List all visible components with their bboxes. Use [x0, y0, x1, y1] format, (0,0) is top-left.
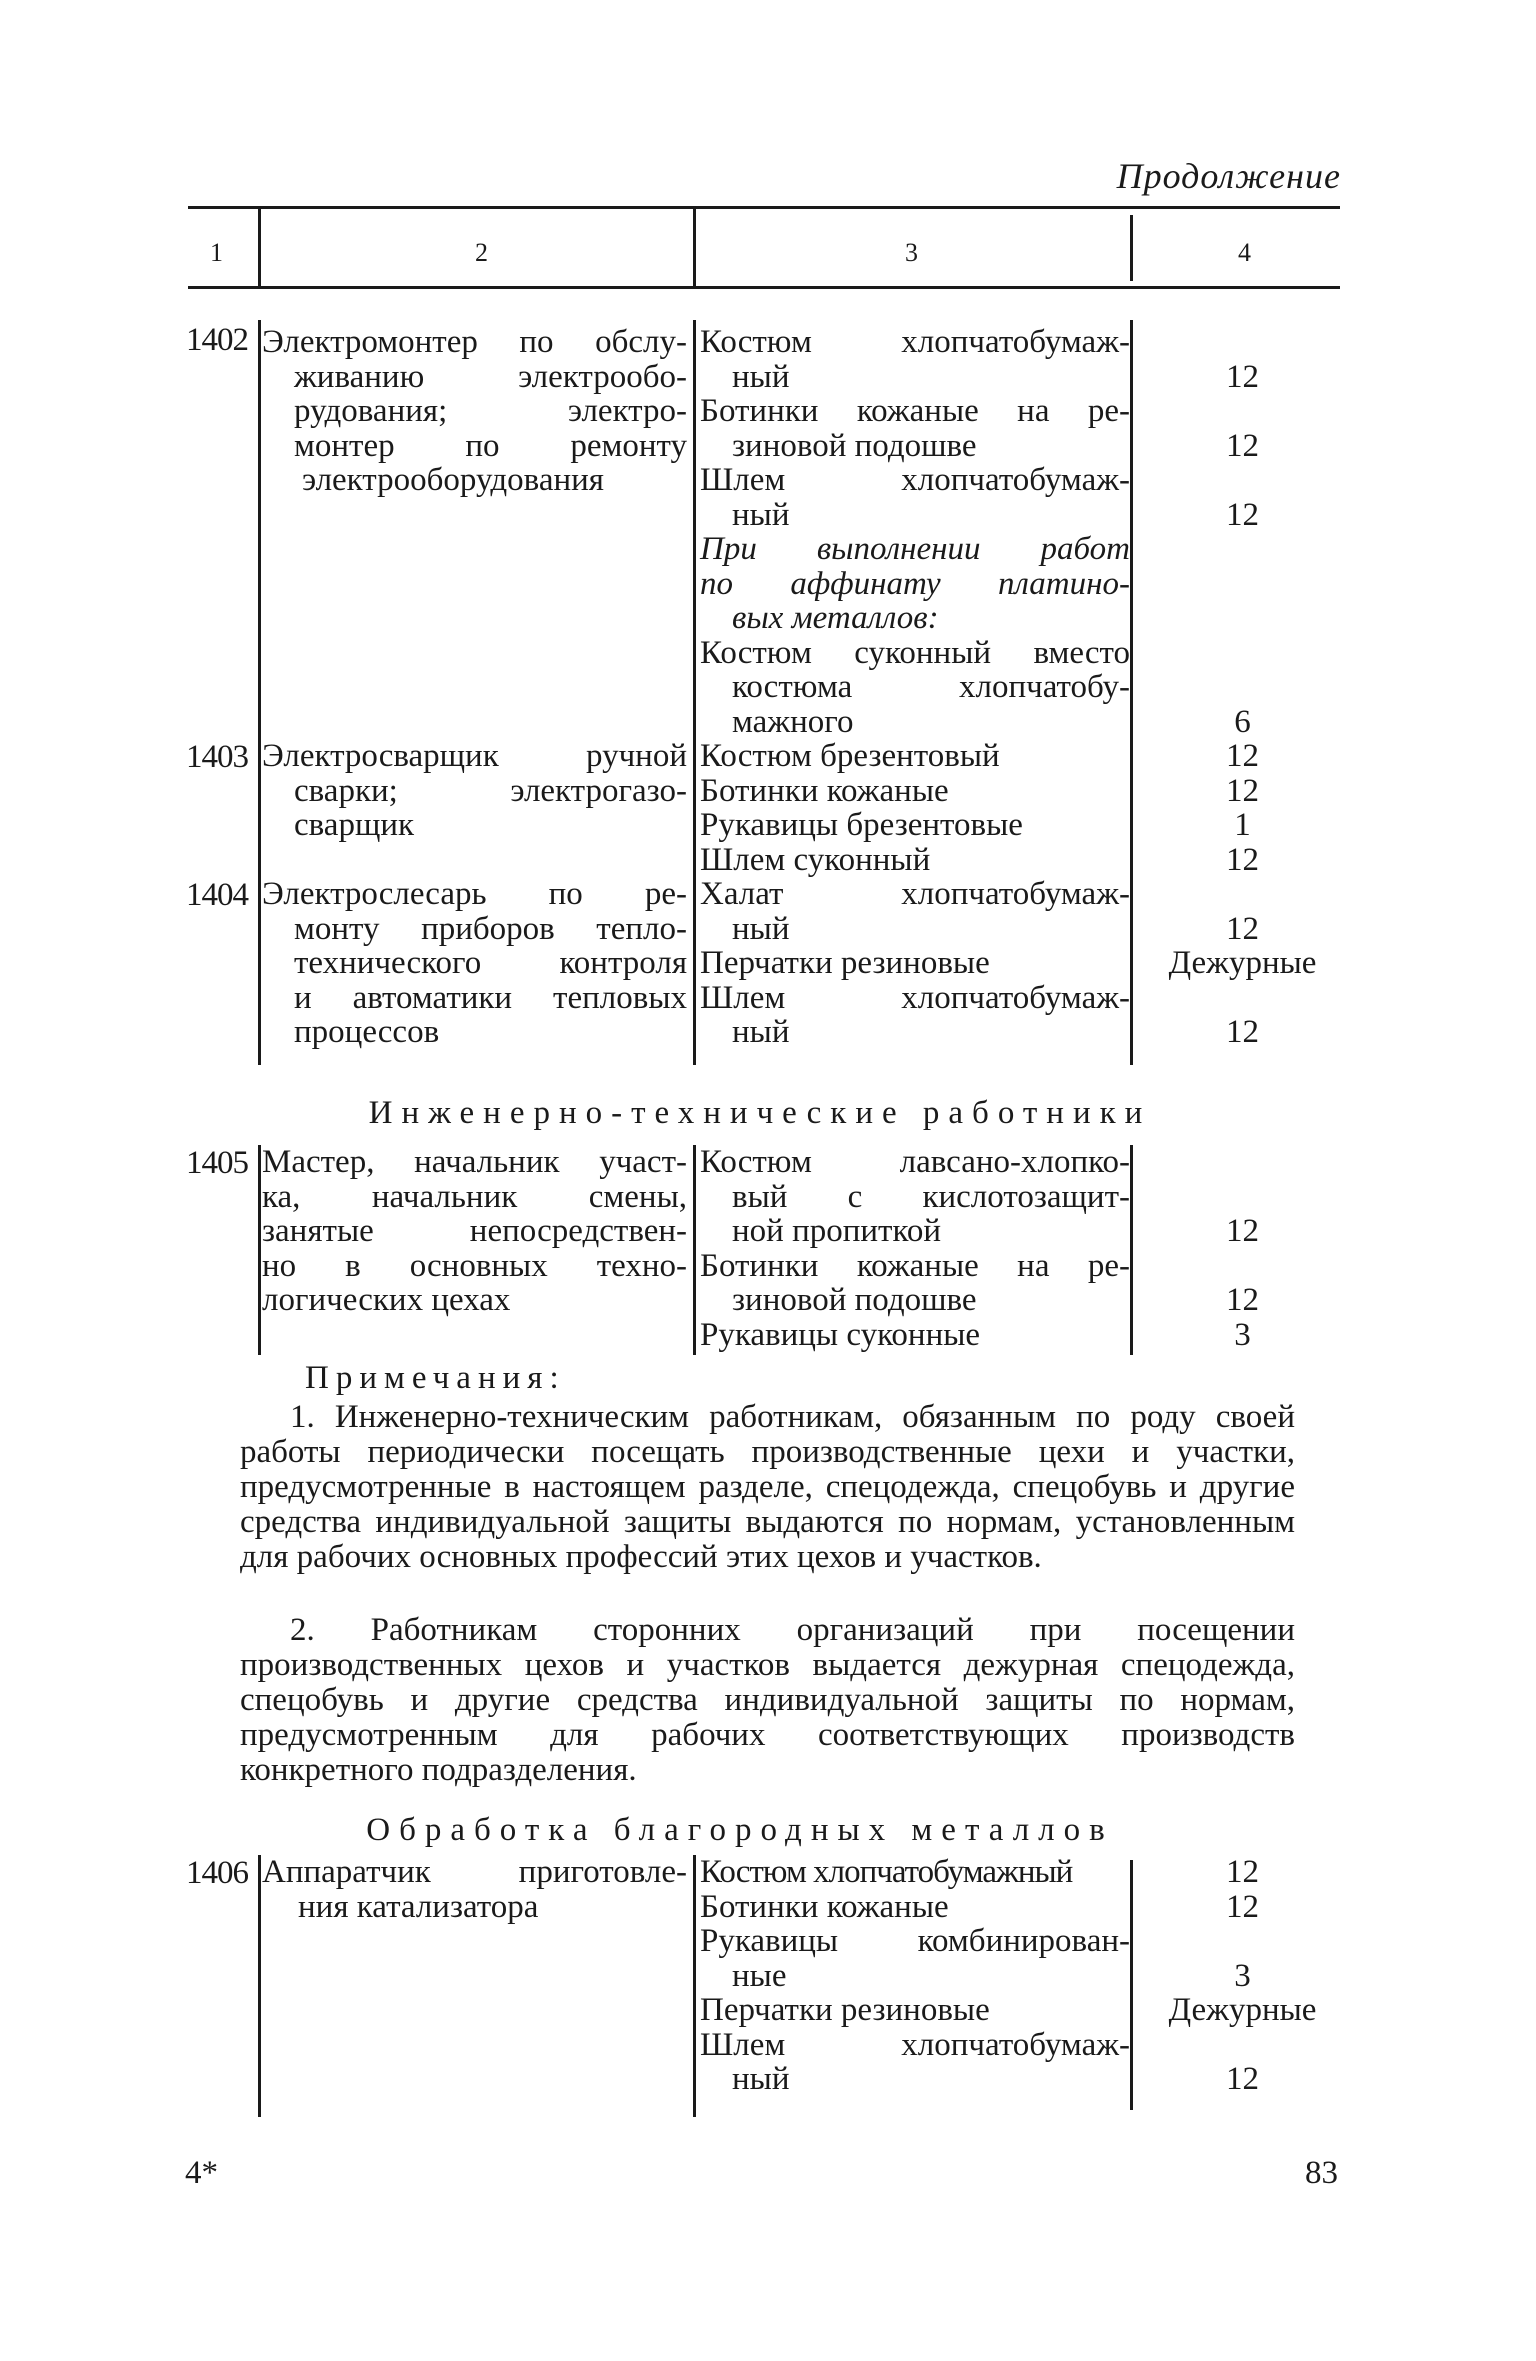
text-line: Ботинки кожаные	[700, 1888, 949, 1925]
row-number-1405: 1405	[186, 1145, 248, 1181]
profession-1402	[262, 325, 687, 498]
text-line: Рукавицы брезентовые	[700, 807, 1023, 843]
text-line: ной пропиткой	[732, 1213, 941, 1249]
text-line: занятые непосредствен-	[262, 1213, 687, 1249]
text-line: но в основных техно-	[262, 1247, 687, 1284]
norm-value	[1150, 394, 1335, 429]
text-line: Шлем хлопчатобумаж-	[700, 462, 1130, 498]
norm-value: 3	[1234, 1957, 1251, 1994]
table-header-rule	[188, 286, 1340, 289]
page-number: 83	[1305, 2155, 1338, 2191]
text-line: вый с кислотозащит-	[732, 1178, 1130, 1215]
text-line: При выполнении работ	[700, 531, 1130, 567]
row-number-1404: 1404	[186, 877, 248, 913]
norms-1404	[1150, 877, 1335, 1050]
note-2: 2. Работникам сторонних организаций при посещении производственных цехов и участков выдается дежурная спецодежда, спецобувь и другие средства индивидуальной защиты по нормам, предусмотренным для рабочих соответствующих производств конкретного подразделения.	[240, 1612, 1295, 1788]
text-line: ный	[732, 2061, 790, 2097]
text-line: монту приборов тепло-	[294, 910, 687, 947]
column-divider	[1130, 320, 1133, 1065]
text-line: Ботинки кожаные на ре-	[700, 1247, 1130, 1284]
items-1403	[700, 739, 1130, 877]
text-line: Рукавицы суконные	[700, 1316, 981, 1353]
norm-value: 12	[1226, 1014, 1259, 1050]
column-header-2: 2	[475, 238, 488, 267]
text-line: рудования; электро-	[294, 393, 687, 429]
section-title-engineering: Инженерно-технические работники	[368, 1095, 1152, 1131]
norm-value: 12	[1226, 496, 1259, 533]
norm-value	[1150, 670, 1335, 705]
profession-1403	[262, 739, 687, 843]
text-line: Костюм хлопчатобумажный	[700, 1854, 1073, 1890]
text-line: Халат хлопчатобумаж-	[700, 876, 1130, 912]
norm-value: 6	[1234, 703, 1251, 740]
norm-value: 12	[1226, 1854, 1259, 1890]
column-header-3: 3	[905, 238, 918, 267]
norm-value: 12	[1226, 1282, 1259, 1318]
norm-value	[1150, 463, 1335, 498]
norm-value: 12	[1226, 738, 1259, 774]
text-line: ния катализатора	[298, 1888, 539, 1925]
column-header-4: 4	[1238, 238, 1251, 267]
text-line: монтер по ремонту	[294, 427, 687, 464]
text-line: ный	[732, 358, 790, 395]
table-top-rule	[188, 206, 1340, 209]
norm-value	[1150, 1249, 1335, 1284]
items-1402	[700, 325, 1130, 739]
norm-value	[1150, 601, 1335, 636]
text-line: Шлем хлопчатобумаж-	[700, 979, 1130, 1016]
text-line: Электромонтер по обслу-	[262, 324, 687, 360]
column-divider	[258, 1855, 261, 2117]
column-divider	[693, 1855, 696, 2117]
profession-1405	[262, 1145, 687, 1318]
text-line: сварщик	[294, 807, 415, 843]
text-line: Перчатки резиновые	[700, 1992, 990, 2028]
header-divider	[258, 208, 261, 286]
text-line: технического контроля	[294, 945, 687, 981]
norm-value: Дежурные	[1168, 945, 1317, 981]
signature-mark: 4*	[185, 2155, 218, 2191]
items-1404	[700, 877, 1130, 1050]
profession-1404	[262, 877, 687, 1050]
row-number-1402: 1402	[186, 322, 248, 358]
section-title-precious-metals: Обработка благородных металлов	[366, 1812, 1114, 1848]
text-line: ные	[732, 1957, 787, 1994]
text-line: мажного	[732, 703, 854, 740]
text-line: зиновой подошве	[732, 427, 977, 464]
text-line: вых металлов:	[732, 600, 939, 636]
header-divider	[1130, 215, 1133, 281]
text-line: Рукавицы комбинирован-	[700, 1923, 1130, 1959]
norm-value	[1150, 981, 1335, 1016]
text-line: Шлем суконный	[700, 841, 931, 878]
column-divider	[693, 1145, 696, 1355]
text-line: процессов	[294, 1014, 440, 1050]
norm-value	[1150, 325, 1335, 360]
norm-value	[1150, 532, 1335, 567]
norm-value	[1150, 567, 1335, 602]
norms-1406	[1150, 1855, 1335, 2097]
text-line: Шлем хлопчатобумаж-	[700, 2026, 1130, 2063]
text-line: костюма хлопчатобу-	[732, 669, 1130, 705]
continuation-label: Продолжение	[1116, 156, 1341, 196]
items-1406	[700, 1855, 1130, 2097]
text-line: Перчатки резиновые	[700, 945, 990, 981]
norm-value: 12	[1226, 772, 1259, 809]
norm-value	[1150, 1180, 1335, 1215]
norms-1402	[1150, 325, 1335, 739]
norm-value: 12	[1226, 841, 1259, 878]
text-line: ный	[732, 910, 790, 947]
text-line: зиновой подошве	[732, 1282, 977, 1318]
text-line: и автоматики тепловых	[294, 979, 687, 1016]
norms-1405	[1150, 1145, 1335, 1352]
norm-value	[1150, 877, 1335, 912]
norm-value: 1	[1234, 807, 1251, 843]
text-line: логических цехах	[262, 1282, 511, 1318]
text-line: ка, начальник смены,	[262, 1178, 687, 1215]
text-line: ный	[732, 1014, 790, 1050]
norm-value: 3	[1234, 1316, 1251, 1353]
text-line: Мастер, начальник участ-	[262, 1144, 687, 1180]
text-line: ный	[732, 496, 790, 533]
text-line: живанию электрообо-	[294, 358, 687, 395]
row-number-1403: 1403	[186, 739, 248, 775]
column-divider	[1130, 1145, 1133, 1355]
column-divider	[258, 1145, 261, 1355]
norms-1403	[1150, 739, 1335, 877]
text-line: сварки; электрогазо-	[294, 772, 687, 809]
column-divider	[258, 320, 261, 1065]
text-line: Костюм хлопчатобумаж-	[700, 324, 1130, 360]
text-line: по аффинату платино-	[700, 565, 1130, 602]
row-number-1406: 1406	[186, 1855, 248, 1891]
norm-value	[1150, 2028, 1335, 2063]
norm-value: 12	[1226, 427, 1259, 464]
text-line: Костюм лавсано-хлопко-	[700, 1144, 1130, 1180]
column-header-1: 1	[210, 238, 223, 267]
text-line: Аппаратчик приготовле-	[262, 1854, 687, 1890]
note-1: 1. Инженерно-техническим работникам, обязанным по роду своей работы периодически посещать производственные цехи и участки, предусмотренные в настоящем разделе, спецодежда, спецобувь и другие средства индивидуальной защиты выдаются по нормам, установленным для рабочих основных профессий этих цехов и участков.	[240, 1399, 1295, 1575]
text-line: Электросварщик ручной	[262, 738, 687, 774]
notes-title: Примечания:	[305, 1360, 566, 1396]
text-line: Электрослесарь по ре-	[262, 876, 687, 912]
text-line: Костюм брезентовый	[700, 738, 1000, 774]
norm-value	[1150, 1145, 1335, 1180]
norm-value	[1150, 1924, 1335, 1959]
norm-value: 12	[1226, 1213, 1259, 1249]
norm-value: 12	[1226, 2061, 1259, 2097]
column-divider	[1130, 1860, 1133, 2110]
column-divider	[693, 320, 696, 1065]
items-1405	[700, 1145, 1130, 1352]
norm-value: 12	[1226, 910, 1259, 947]
norm-value	[1150, 636, 1335, 671]
text-line: Костюм суконный вместо	[700, 634, 1130, 671]
text-line: Ботинки кожаные	[700, 772, 949, 809]
norm-value: 12	[1226, 1888, 1259, 1925]
norm-value: Дежурные	[1168, 1992, 1317, 2028]
profession-1406	[262, 1855, 687, 1924]
norm-value: 12	[1226, 358, 1259, 395]
text-line: электрооборудования	[302, 462, 604, 498]
text-line: Ботинки кожаные на ре-	[700, 393, 1130, 429]
header-divider	[693, 208, 696, 286]
